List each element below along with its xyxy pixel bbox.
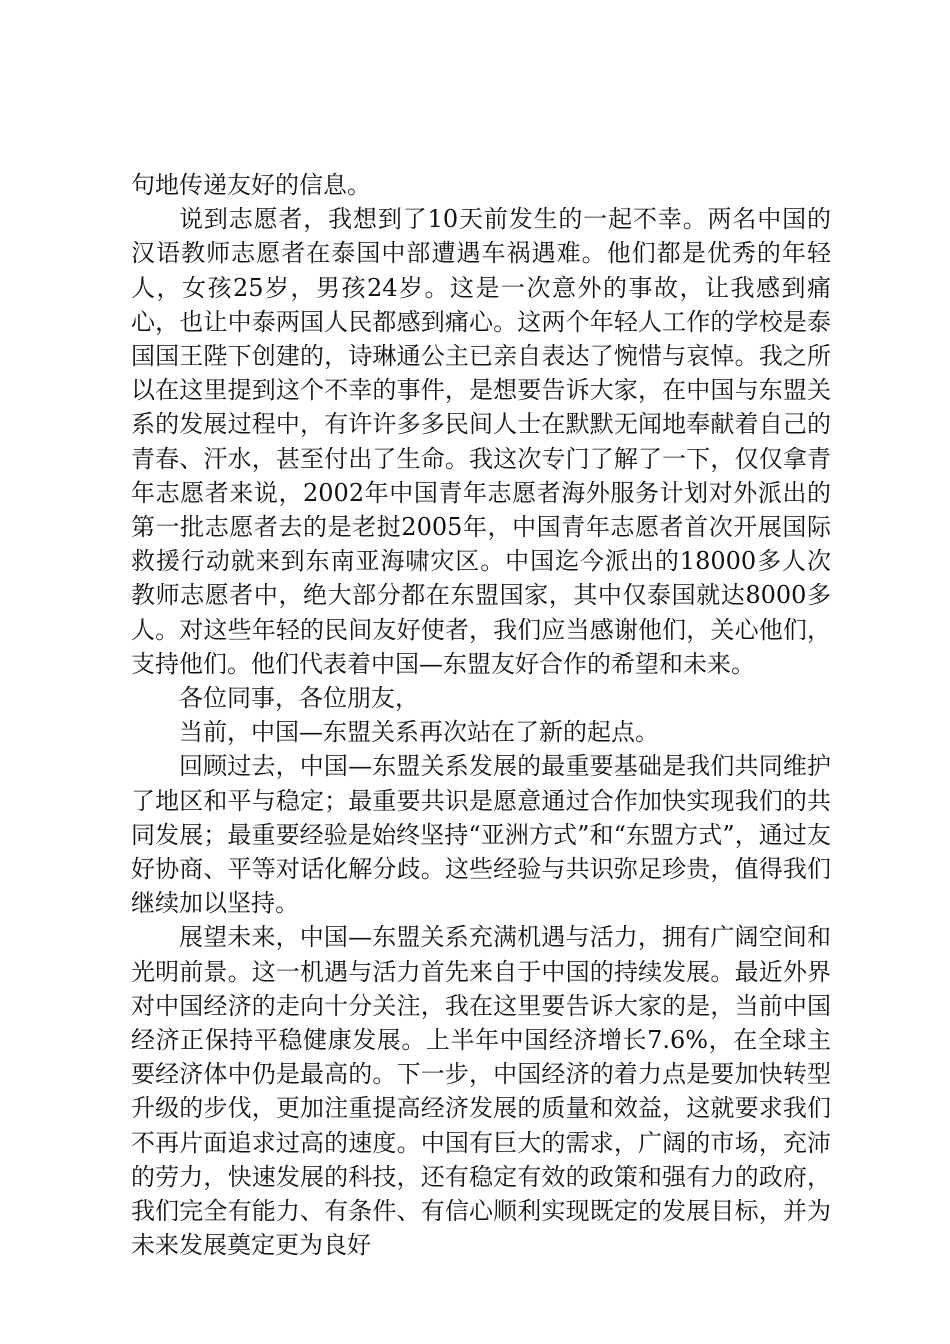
- paragraph-new-starting-point: 当前，中国—东盟关系再次站在了新的起点。: [179, 718, 659, 747]
- paragraph-review-past: 回顾过去，中国—东盟关系发展的最重要基础是我们共同维护了地区和平与稳定；最重要共识是愿意通过合作加快实现我们的共同发展；最重要经验是始终坚持“亚洲方式”和“东盟方式”，通过友好协商、平等对话化解分歧。这些经验与共识弥足珍贵，值得我们继续加以坚持。: [131, 752, 831, 918]
- document-body: [131, 168, 831, 1263]
- paragraph-look-ahead: 展望未来，中国—东盟关系充满机遇与活力，拥有广阔空间和光明前景。这一机遇与活力首先来自于中国的持续发展。最近外界对中国经济的走向十分关注，我在这里要告诉大家的是，当前中国经济正保持平稳健康发展。上半年中国经济增长7.6%，在全球主要经济体中仍是最高的。下一步，中国经济的着力点是要加快转型升级的步伐，更加注重提高经济发展的质量和效益，这就要求我们不再片面追求过高的速度。中国有巨大的需求，广阔的市场，充沛的劳力，快速发展的科技，还有稳定有效的政策和强有力的政府，我们完全有能力、有条件、有信心顺利实现既定的发展目标，并为未来发展奠定更为良好: [131, 923, 831, 1260]
- paragraph-volunteers: 说到志愿者，我想到了10天前发生的一起不幸。两名中国的汉语教师志愿者在泰国中部遭遇车祸遇难。他们都是优秀的年轻人，女孩25岁，男孩24岁。这是一次意外的事故，让我感到痛心，也让中泰两国人民都感到痛心。这两个年轻人工作的学校是泰国国王陛下创建的，诗琳通公主已亲自表达了惋惜与哀悼。我之所以在这里提到这个不幸的事件，是想要告诉大家，在中国与东盟关系的发展过程中，有许许多多民间人士在默默无闻地奉献着自己的青春、汗水，甚至付出了生命。我这次专门了解了一下，仅仅拿青年志愿者来说，2002年中国青年志愿者海外服务计划对外派出的第一批志愿者去的是老挝2005年，中国青年志愿者首次开展国际救援行动就来到东南亚海啸灾区。中国迄今派出的18000多人次教师志愿者中，绝大部分都在东盟国家，其中仅泰国就达8000多人。对这些年轻的民间友好使者，我们应当感谢他们，关心他们，支持他们。他们代表着中国—东盟友好合作的希望和未来。: [131, 205, 831, 678]
- paragraph-salutation: 各位同事，各位朋友，: [179, 684, 419, 713]
- paragraph-continuation: 句地传递友好的信息。: [131, 171, 371, 199]
